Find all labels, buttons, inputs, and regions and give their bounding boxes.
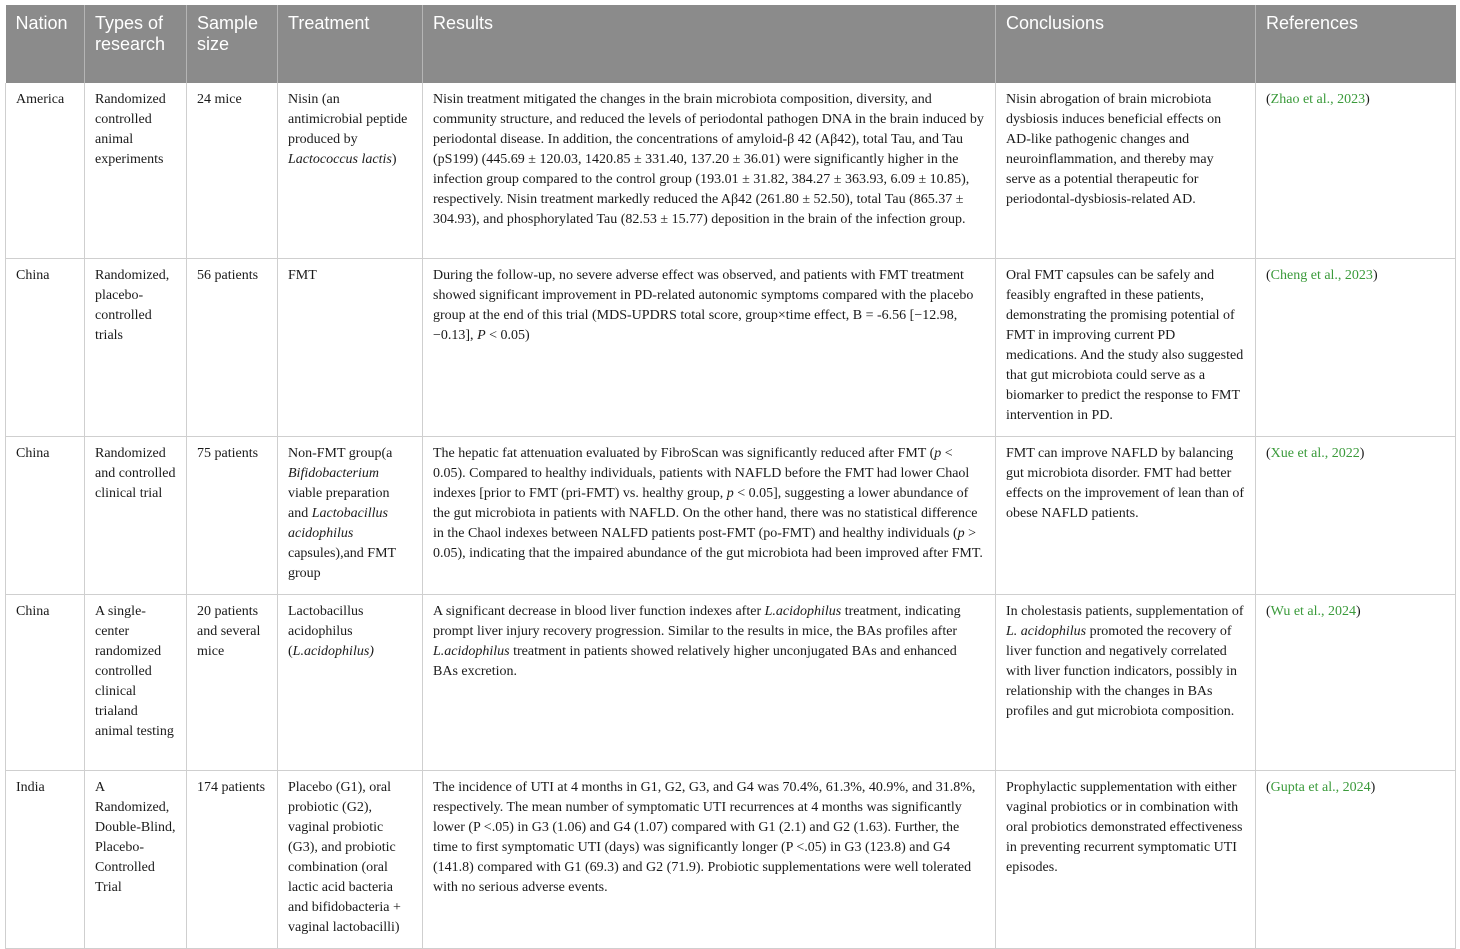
- cell-treatment: Placebo (G1), oral probiotic (G2), vaginal probiotic (G3), and probiotic combination (oral lactic acid bacteria and bifidobacteria + vaginal lactobacilli): [278, 771, 423, 949]
- header-row: [6, 5, 1456, 83]
- results-text: > 0.05), indicating that the impaired abundance of the gut microbiota had been improved after FMT.: [433, 526, 983, 561]
- conclusions-text: In cholestasis patients, supplementation of: [1006, 604, 1244, 619]
- cell-nation: India: [6, 771, 85, 949]
- results-italic: p: [934, 446, 942, 461]
- results-italic: L.acidophilus: [433, 644, 510, 659]
- cell-results: [423, 595, 996, 771]
- cell-sample: 174 patients: [187, 771, 278, 949]
- paren-close: ): [1356, 604, 1361, 619]
- header-references: References: [1256, 5, 1456, 83]
- cell-types: A single-center randomized controlled clinical trialand animal testing: [85, 595, 187, 771]
- paren-open: (: [1266, 268, 1271, 283]
- reference-link[interactable]: Wu et al., 2024: [1270, 604, 1357, 619]
- studies-table: [5, 5, 1456, 949]
- header-results: Results: [423, 5, 996, 83]
- results-text: treatment, indicating prompt liver injury recovery progression. Similar to the results in mice, the BAs profiles after: [433, 604, 961, 639]
- table-header: [6, 5, 1456, 83]
- cell-reference: [1256, 437, 1456, 595]
- paren-close: ): [1359, 446, 1365, 461]
- reference-link[interactable]: Zhao et al., 2023: [1270, 92, 1366, 107]
- conclusions-italic: L. acidophilus: [1006, 624, 1087, 639]
- conclusions-text: promoted the recovery of liver function and negatively correlated with liver function indicators, possibly in relationship with the changes in BAs profiles and gut microbiota composition.: [1006, 624, 1237, 719]
- header-nation: Nation: [6, 5, 85, 83]
- cell-conclusions: Nisin abrogation of brain microbiota dysbiosis induces beneficial effects on AD-like pathogenic changes and neuroinflammation, and thereby may serve as a potential therapeutic for periodontal-dysbiosis-related AD.: [996, 83, 1256, 259]
- cell-conclusions: [996, 595, 1256, 771]
- treatment-species: Lactobacillus acidophilus: [288, 506, 388, 541]
- results-text: A significant decrease in blood liver function indexes after: [433, 604, 765, 619]
- table-row: [6, 259, 1456, 437]
- table-row: [6, 595, 1456, 771]
- cell-types: Randomized, placebo-controlled trials: [85, 259, 187, 437]
- cell-types: A Randomized, Double-Blind, Placebo-Controlled Trial: [85, 771, 187, 949]
- cell-conclusions: Oral FMT capsules can be safely and feasibly engrafted in these patients, demonstrating the promising potential of FMT in improving current PD medications. And the study also suggested that gut microbiota could serve as a biomarker to predict the response to FMT intervention in PD.: [996, 259, 1256, 437]
- cell-conclusions: FMT can improve NAFLD by balancing gut microbiota disorder. FMT had better effects on the improvement of lean than of obese NAFLD patients.: [996, 437, 1256, 595]
- paren-close: ): [1370, 780, 1376, 795]
- table-wrapper: [5, 5, 1456, 949]
- paren-open: (: [1266, 92, 1271, 107]
- header-types-of-research: Types of research: [85, 5, 187, 83]
- reference-link[interactable]: Xue et al., 2022: [1270, 446, 1360, 461]
- results-text: treatment in patients showed relatively higher unconjugated BAs and enhanced BAs excretion.: [433, 644, 957, 679]
- results-text: < 0.05): [485, 328, 530, 343]
- table-body: [6, 83, 1456, 949]
- cell-types: Randomized controlled animal experiments: [85, 83, 187, 259]
- cell-results: [423, 259, 996, 437]
- header-treatment: Treatment: [278, 5, 423, 83]
- cell-treatment: [278, 437, 423, 595]
- cell-reference: [1256, 771, 1456, 949]
- cell-treatment: [278, 595, 423, 771]
- cell-sample: 20 patients and several mice: [187, 595, 278, 771]
- cell-sample: 56 patients: [187, 259, 278, 437]
- results-text: < 0.05], suggesting a lower abundance of the gut microbiota in patients with NAFLD. On the other hand, there was no statistical difference in the Chaol indexes between NALFD patients post-FMT (po-FMT) and healthy individuals (: [433, 486, 978, 541]
- cell-types: Randomized and controlled clinical trial: [85, 437, 187, 595]
- treatment-text: Non-FMT group(a: [288, 446, 393, 461]
- paren-open: (: [1266, 604, 1271, 619]
- cell-sample: 75 patients: [187, 437, 278, 595]
- treatment-text: capsules),and FMT group: [288, 546, 396, 581]
- paren-close: ): [1372, 268, 1378, 283]
- reference-link[interactable]: Gupta et al., 2024: [1270, 780, 1371, 795]
- header-sample-size: Sample size: [187, 5, 278, 83]
- paren-open: (: [1266, 780, 1271, 795]
- cell-nation: China: [6, 259, 85, 437]
- treatment-text: viable preparation and: [288, 486, 390, 521]
- header-conclusions: Conclusions: [996, 5, 1256, 83]
- table-row: [6, 83, 1456, 259]
- table-row: [6, 437, 1456, 595]
- cell-nation: China: [6, 595, 85, 771]
- table-row: [6, 771, 1456, 949]
- cell-reference: [1256, 259, 1456, 437]
- paren-close: ): [1365, 92, 1370, 107]
- results-text: During the follow-up, no severe adverse effect was observed, and patients with FMT treatment showed significant improvement in PD-related autonomic symptoms compared with the placebo group at the end of this trial (MDS-UPDRS total score, group×time effect, B = -6.56 [−12.98, −0.13],: [433, 268, 974, 343]
- paren-open: (: [1266, 446, 1271, 461]
- treatment-species: L.acidophilus): [292, 644, 374, 659]
- results-italic: p: [726, 486, 734, 501]
- results-text: < 0.05). Compared to healthy individuals, patients with NAFLD before the FMT had lower Chaol indexes [prior to FMT (pri-FMT) vs. healthy group,: [433, 446, 970, 501]
- cell-conclusions: Prophylactic supplementation with either vaginal probiotics or in combination with oral probiotics demonstrated effectiveness in preventing recurrent symptomatic UTI episodes.: [996, 771, 1256, 949]
- treatment-text: ): [391, 152, 397, 167]
- reference-link[interactable]: Cheng et al., 2023: [1270, 268, 1373, 283]
- cell-reference: [1256, 83, 1456, 259]
- cell-results: [423, 437, 996, 595]
- results-italic: P: [477, 328, 486, 343]
- cell-nation: America: [6, 83, 85, 259]
- cell-treatment: [278, 83, 423, 259]
- cell-reference: [1256, 595, 1456, 771]
- treatment-text: Nisin (an antimicrobial peptide produced by: [288, 92, 408, 147]
- treatment-text: Lactobacillus acidophilus (: [288, 604, 364, 659]
- cell-nation: China: [6, 437, 85, 595]
- results-italic: p: [957, 526, 965, 541]
- cell-sample: 24 mice: [187, 83, 278, 259]
- treatment-species: Bifidobacterium: [288, 466, 379, 481]
- cell-results: Nisin treatment mitigated the changes in the brain microbiota composition, diversity, and community structure, and reduced the levels of periodontal pathogen DNA in the brain induced by periodontal disease. In addition, the concentrations of amyloid-β 42 (Aβ42), total Tau, and Tau (pS199) (445.69 ± 120.03, 1420.85 ± 331.40, 137.20 ± 36.01) were significantly higher in the infection group compared to the control group (193.01 ± 31.82, 384.27 ± 363.93, 6.09 ± 10.85), respectively. Nisin treatment markedly reduced the Aβ42 (261.80 ± 52.50), total Tau (865.37 ± 304.93), and phosphorylated Tau (82.53 ± 15.77) deposition in the brain of the infection group.: [423, 83, 996, 259]
- results-italic: L.acidophilus: [764, 604, 842, 619]
- treatment-species: Lactococcus lactis: [288, 152, 392, 167]
- cell-results: The incidence of UTI at 4 months in G1, G2, G3, and G4 was 70.4%, 61.3%, 40.9%, and 31.8%, respectively. The mean number of symptomatic UTI recurrences at 4 months was significantly lower (P <.05) in G3 (1.06) and G4 (1.07) compared with G1 (2.1) and G2 (1.63). Further, the time to first symptomatic UTI (days) was significantly longer (P <.05) in G3 (123.8) and G4 (141.8) compared with G1 (69.3) and G2 (71.9). Probiotic supplementations were well tolerated with no serious adverse events.: [423, 771, 996, 949]
- results-text: The hepatic fat attenuation evaluated by FibroScan was significantly reduced after FMT (: [433, 446, 935, 461]
- cell-treatment: FMT: [278, 259, 423, 437]
